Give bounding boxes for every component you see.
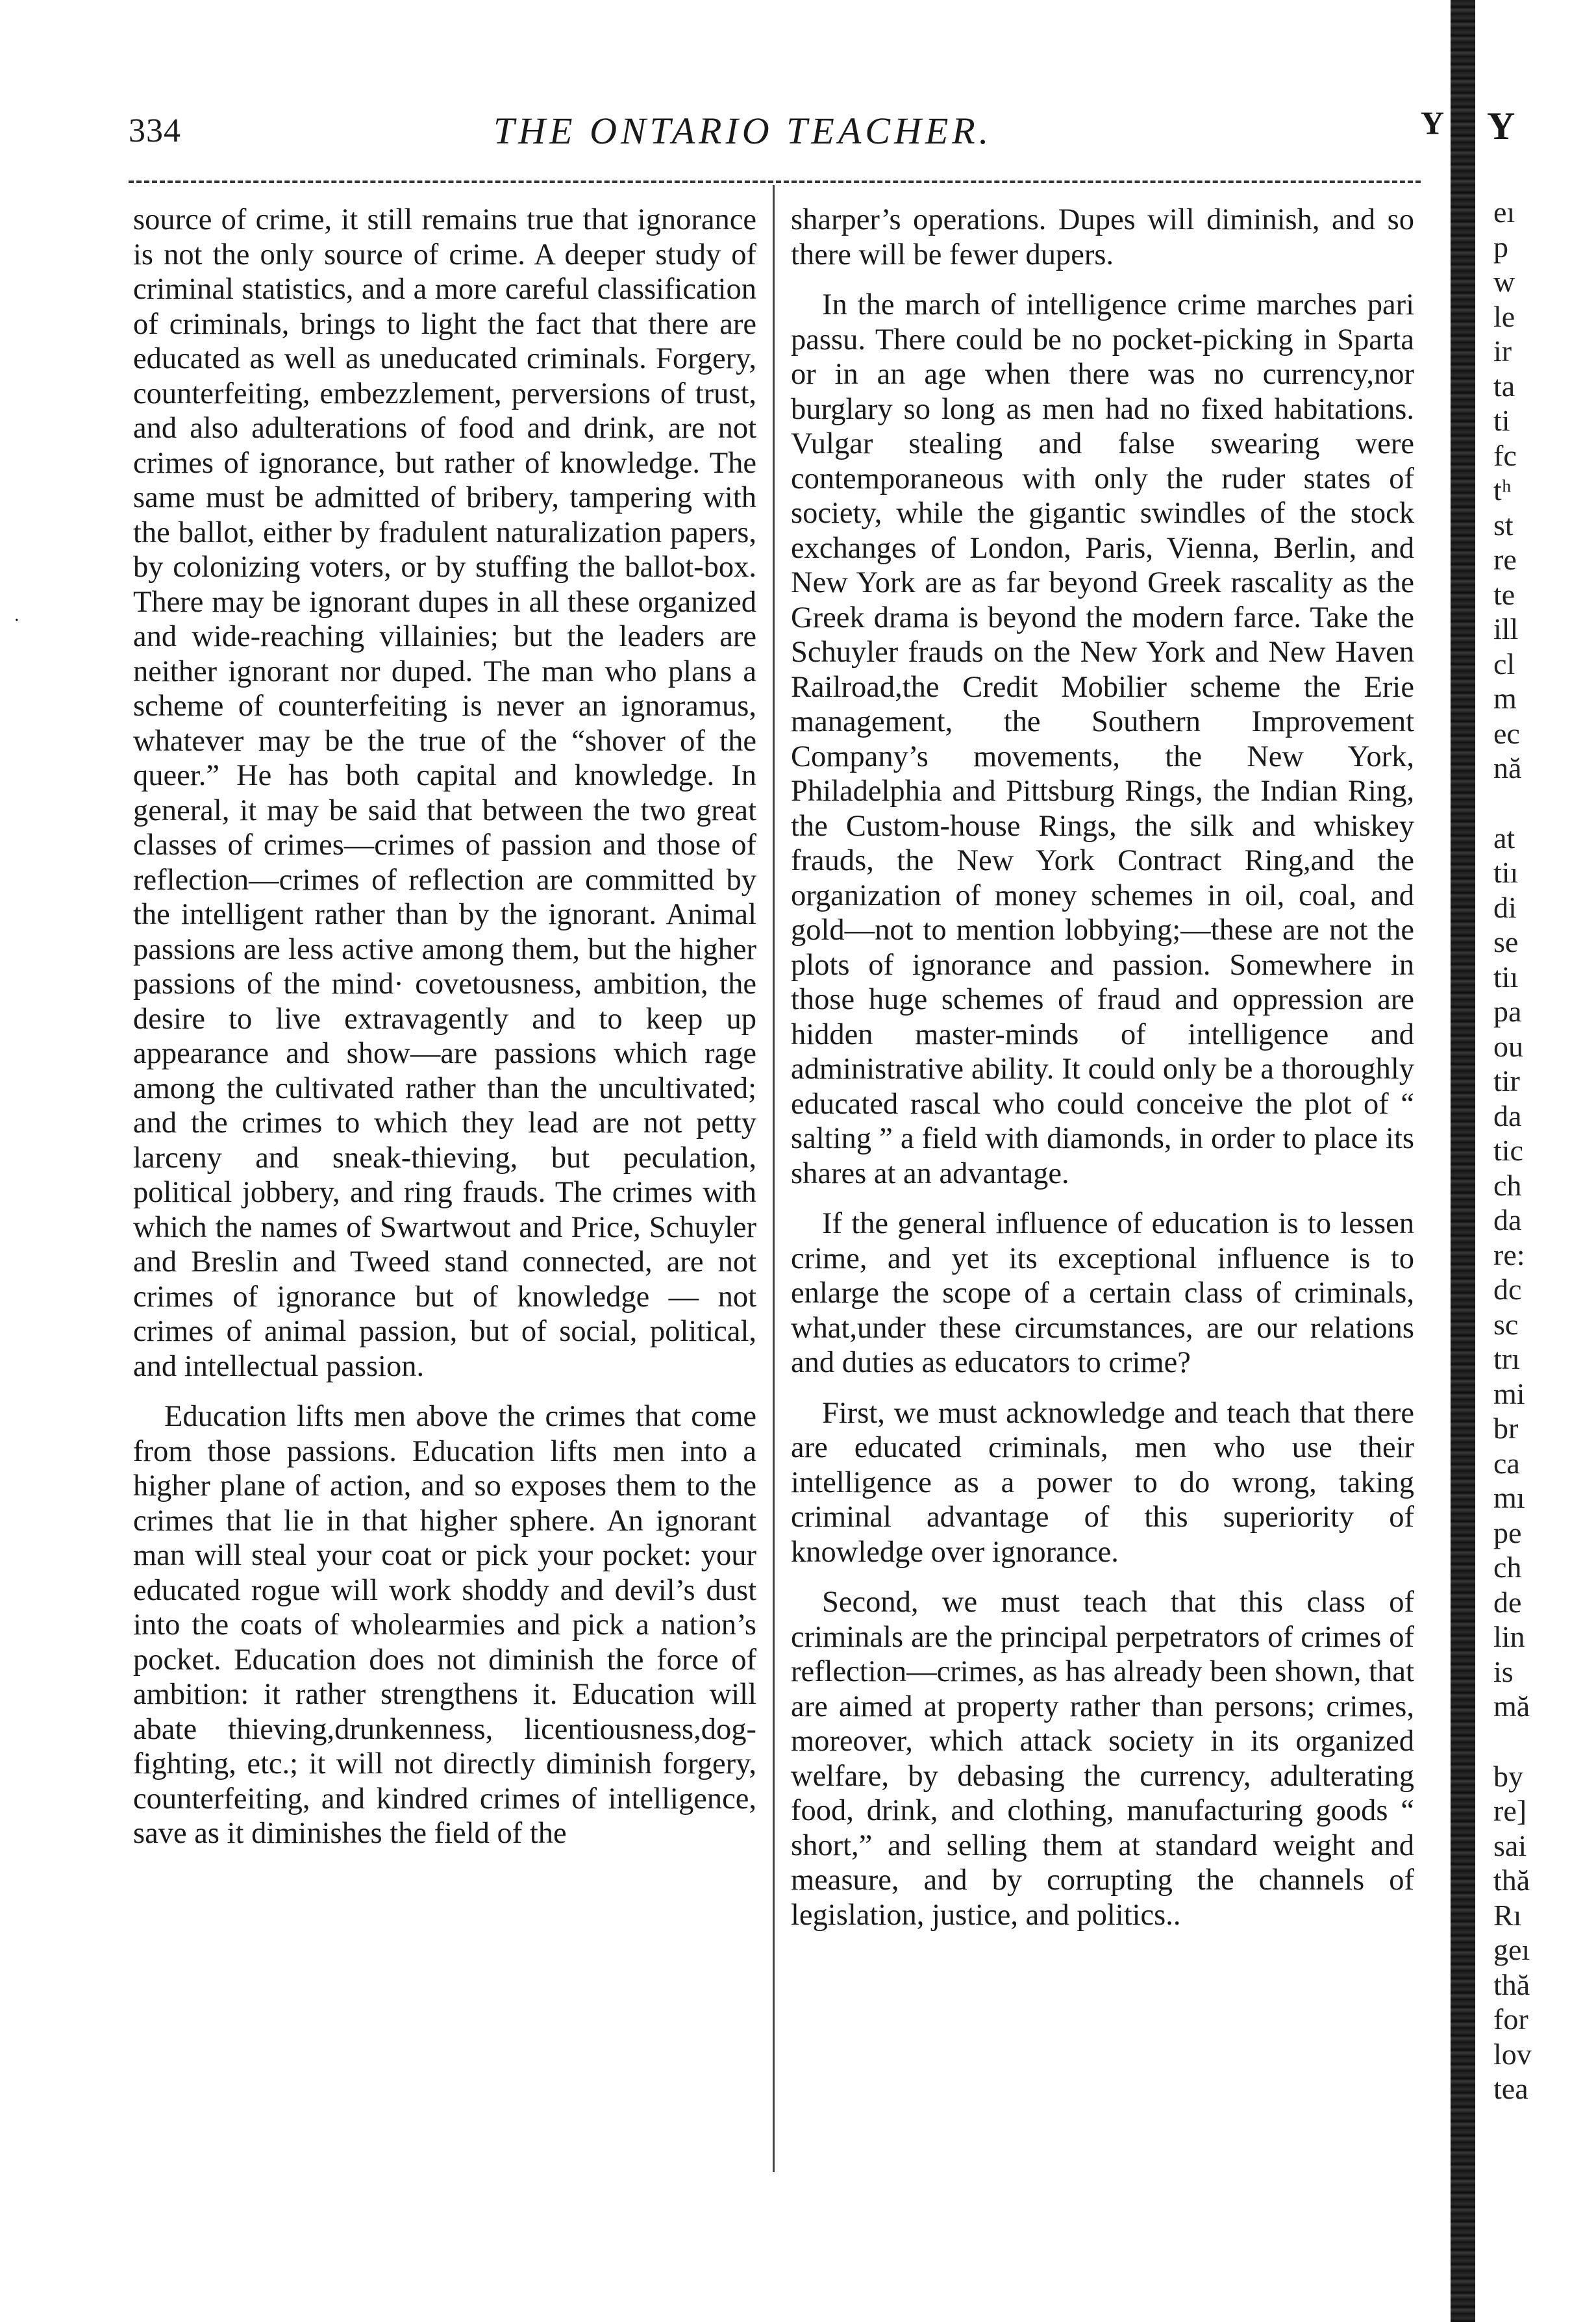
facing-block-1 [1493,195,1591,786]
facing-fragment: sai [1493,1829,1527,1862]
facing-fragment: thă [1493,1967,1530,2001]
corner-mark: Y [1421,105,1445,141]
facing-fragment: di [1493,890,1517,924]
facing-fragment: mă [1493,1690,1530,1723]
paragraph: First, we must acknowledge and teach that there are educated criminals, men who use their intelligence as a power to do wrong, taking criminal advantage of this superiority of knowledge over ignorance. [791,1396,1414,1569]
facing-fragment: w [1493,265,1515,298]
facing-fragment: ill [1493,612,1519,645]
facing-fragment: lov [1493,2037,1532,2071]
facing-fragment: re [1493,543,1517,576]
facing-fragment: p [1493,230,1508,264]
facing-fragment: tir [1493,1064,1520,1097]
facing-mark: Y [1487,105,1515,147]
binding-gutter [1451,0,1475,2322]
paragraph: If the general influence of education is to lessen crime, and yet its exceptional influence is to enlarge the scope of a certain class of criminals, what,under these circumstances, are our relations and duties as educators to crime? [791,1207,1414,1379]
paragraph: source of crime, it still remains true that ignorance is not the only source of crime. A deeper study of criminal statistics, and a more careful classification of criminals, brings to light the fact that there are educated as well as uneducated criminals. Forgery, counterfeiting, embezzlement, perversions of trust, and also adulterations of food and drink, are not crimes of ignorance, but rather of knowledge. The same must be admitted of bribery, tampering with the ballot, either by fradulent naturalization papers, by colonizing voters, or by stuffing the ballot-box. There may be ignorant dupes in all these organized and wide-reaching villainies; but the leaders are neither ignorant nor duped. The man who plans a scheme of counterfeiting is never an ignoramus, whatever may be the true of the “shover of the queer.” He has both capital and knowledge. In general, it may be said that between the two great classes of crimes—crimes of passion and those of reflection—crimes of reflection are committed by the intelligent rather than by the ignorant. Animal passions are less active among them, but the higher passions of the mind· covetousness, ambition, the desire to live extravagently and to keep up appearance and show—are passions which rage among the cultivated rather than the uncultivated; and the crimes to which they lead are not petty larceny and sneak-thieving, but peculation, political jobbery, and ring frauds. The crimes with which the names of Swartwout and Price, Schuyler and Breslin and Tweed stand connected, are not crimes of ignorance but of knowledge — not crimes of animal passion, but of social, political, and intellectual passion. [133,203,756,1383]
facing-fragment: m [1493,682,1517,715]
facing-fragment: ca [1493,1446,1520,1480]
facing-fragment: cl [1493,647,1515,680]
facing-fragment: lin [1493,1620,1525,1653]
facing-fragment: re: [1493,1238,1525,1271]
facing-fragment: le [1493,299,1515,333]
facing-fragment: br [1493,1412,1519,1445]
right-column [791,203,1414,1948]
header-rule [129,181,1421,183]
facing-fragment: re] [1493,1794,1527,1827]
facing-fragment: dc [1493,1273,1522,1306]
facing-fragment: fc [1493,438,1517,472]
facing-fragment: at [1493,821,1515,855]
facing-fragment: mi [1493,1377,1525,1410]
facing-fragment: ta [1493,369,1515,403]
facing-fragment: st [1493,508,1514,542]
facing-fragment: ec [1493,716,1520,750]
facing-fragment: tʰ [1493,473,1512,506]
facing-fragment: for [1493,2003,1528,2036]
facing-block-3 [1493,1759,1591,2106]
facing-fragment: tiı [1493,856,1519,889]
facing-fragment: te [1493,577,1515,611]
facing-fragment: mı [1493,1481,1525,1514]
facing-fragment: ch [1493,1551,1522,1584]
facing-fragment: sc [1493,1307,1519,1341]
left-column [133,203,756,1867]
facing-fragment: da [1493,1099,1522,1132]
stray-mark: . [14,604,19,625]
facing-block-2 [1493,821,1591,1724]
facing-page-fragments [1493,195,1591,2106]
paragraph: sharper’s operations. Dupes will diminish, and so there will be fewer dupers. [791,203,1414,271]
facing-fragment: geı [1493,1933,1530,1966]
column-divider [773,185,775,2172]
facing-fragment: is [1493,1654,1514,1688]
facing-fragment: thă [1493,1864,1530,1897]
paragraph: In the march of intelligence crime marches pari passu. There could be no pocket-picking in Sparta or in an age when there was no currency,nor burglary so long as men had no fixed habitations. Vulgar stealing and false swearing were contemporaneous with only the ruder states of society, while the gigantic swindles of the stock exchanges of London, Paris, Vienna, Berlin, and New York are as far beyond Greek rascality as the Greek drama is beyond the modern farce. Take the Schuyler frauds on the New York and New Haven Railroad,the Credit Mobilier scheme the Erie management, the Southern Improvement Company’s movements, the New York, Philadelphia and Pittsburg Rings, the Indian Ring, the Custom-house Rings, the silk and whiskey frauds, the New York Contract Ring,and the organization of money schemes in oil, coal, and gold—not to mention lobbying;—these are not the plots of ignorance and passion. Somewhere in those huge schemes of fraud and oppression are hidden master-minds of intelligence and administrative ability. It could only be a thoroughly educated rascal who could conceive the plot of “ salting ” a field with diamonds, in order to place its shares at an advantage. [791,288,1414,1190]
facing-fragment: trı [1493,1342,1520,1375]
facing-fragment: by [1493,1759,1523,1793]
facing-fragment: ti [1493,404,1510,437]
facing-fragment: eı [1493,195,1515,229]
paragraph: Education lifts men above the crimes that come from those passions. Education lifts men into a higher plane of action, and so exposes them to the crimes that lie in that higher sphere. An ignorant man will steal your coat or pick your pocket: your educated rogue will work shoddy and devil’s dust into the coats of wholearmies and pick a nation’s pocket. Education does not diminish the force of ambition: it rather strengthens it. Education will abate thieving,drunkenness, licentiousness,dog-fighting, etc.; it will not directly diminish forgery, counterfeiting, and kindred crimes of intelligence, save as it diminishes the field of the [133,1400,756,1850]
facing-fragment: da [1493,1203,1522,1236]
facing-fragment: ir [1493,334,1512,368]
page-number: 334 [129,112,181,149]
facing-fragment: se [1493,925,1519,958]
facing-fragment: de [1493,1585,1522,1619]
facing-fragment: pe [1493,1516,1522,1549]
facing-fragment: Rı [1493,1898,1522,1932]
facing-fragment: pa [1493,995,1522,1028]
facing-fragment: ou [1493,1029,1523,1063]
facing-fragment: tea [1493,2072,1528,2105]
facing-fragment: tic [1493,1134,1523,1167]
facing-fragment: ch [1493,1168,1522,1202]
paragraph: Second, we must teach that this class of criminals are the principal perpetrators of crimes of reflection—crimes, as has already been shown, that are aimed at property rather than persons; crimes, moreover, which attack society in its organized welfare, by debasing the currency, adulterating food, drink, and clothing, manufacturing goods “ short,” and selling them at standard weight and measure, and by corrupting the channels of legislation, justice, and politics.. [791,1586,1414,1932]
facing-fragment: tiı [1493,960,1519,993]
running-title: THE ONTARIO TEACHER. [493,110,993,152]
facing-fragment: nă [1493,751,1522,784]
